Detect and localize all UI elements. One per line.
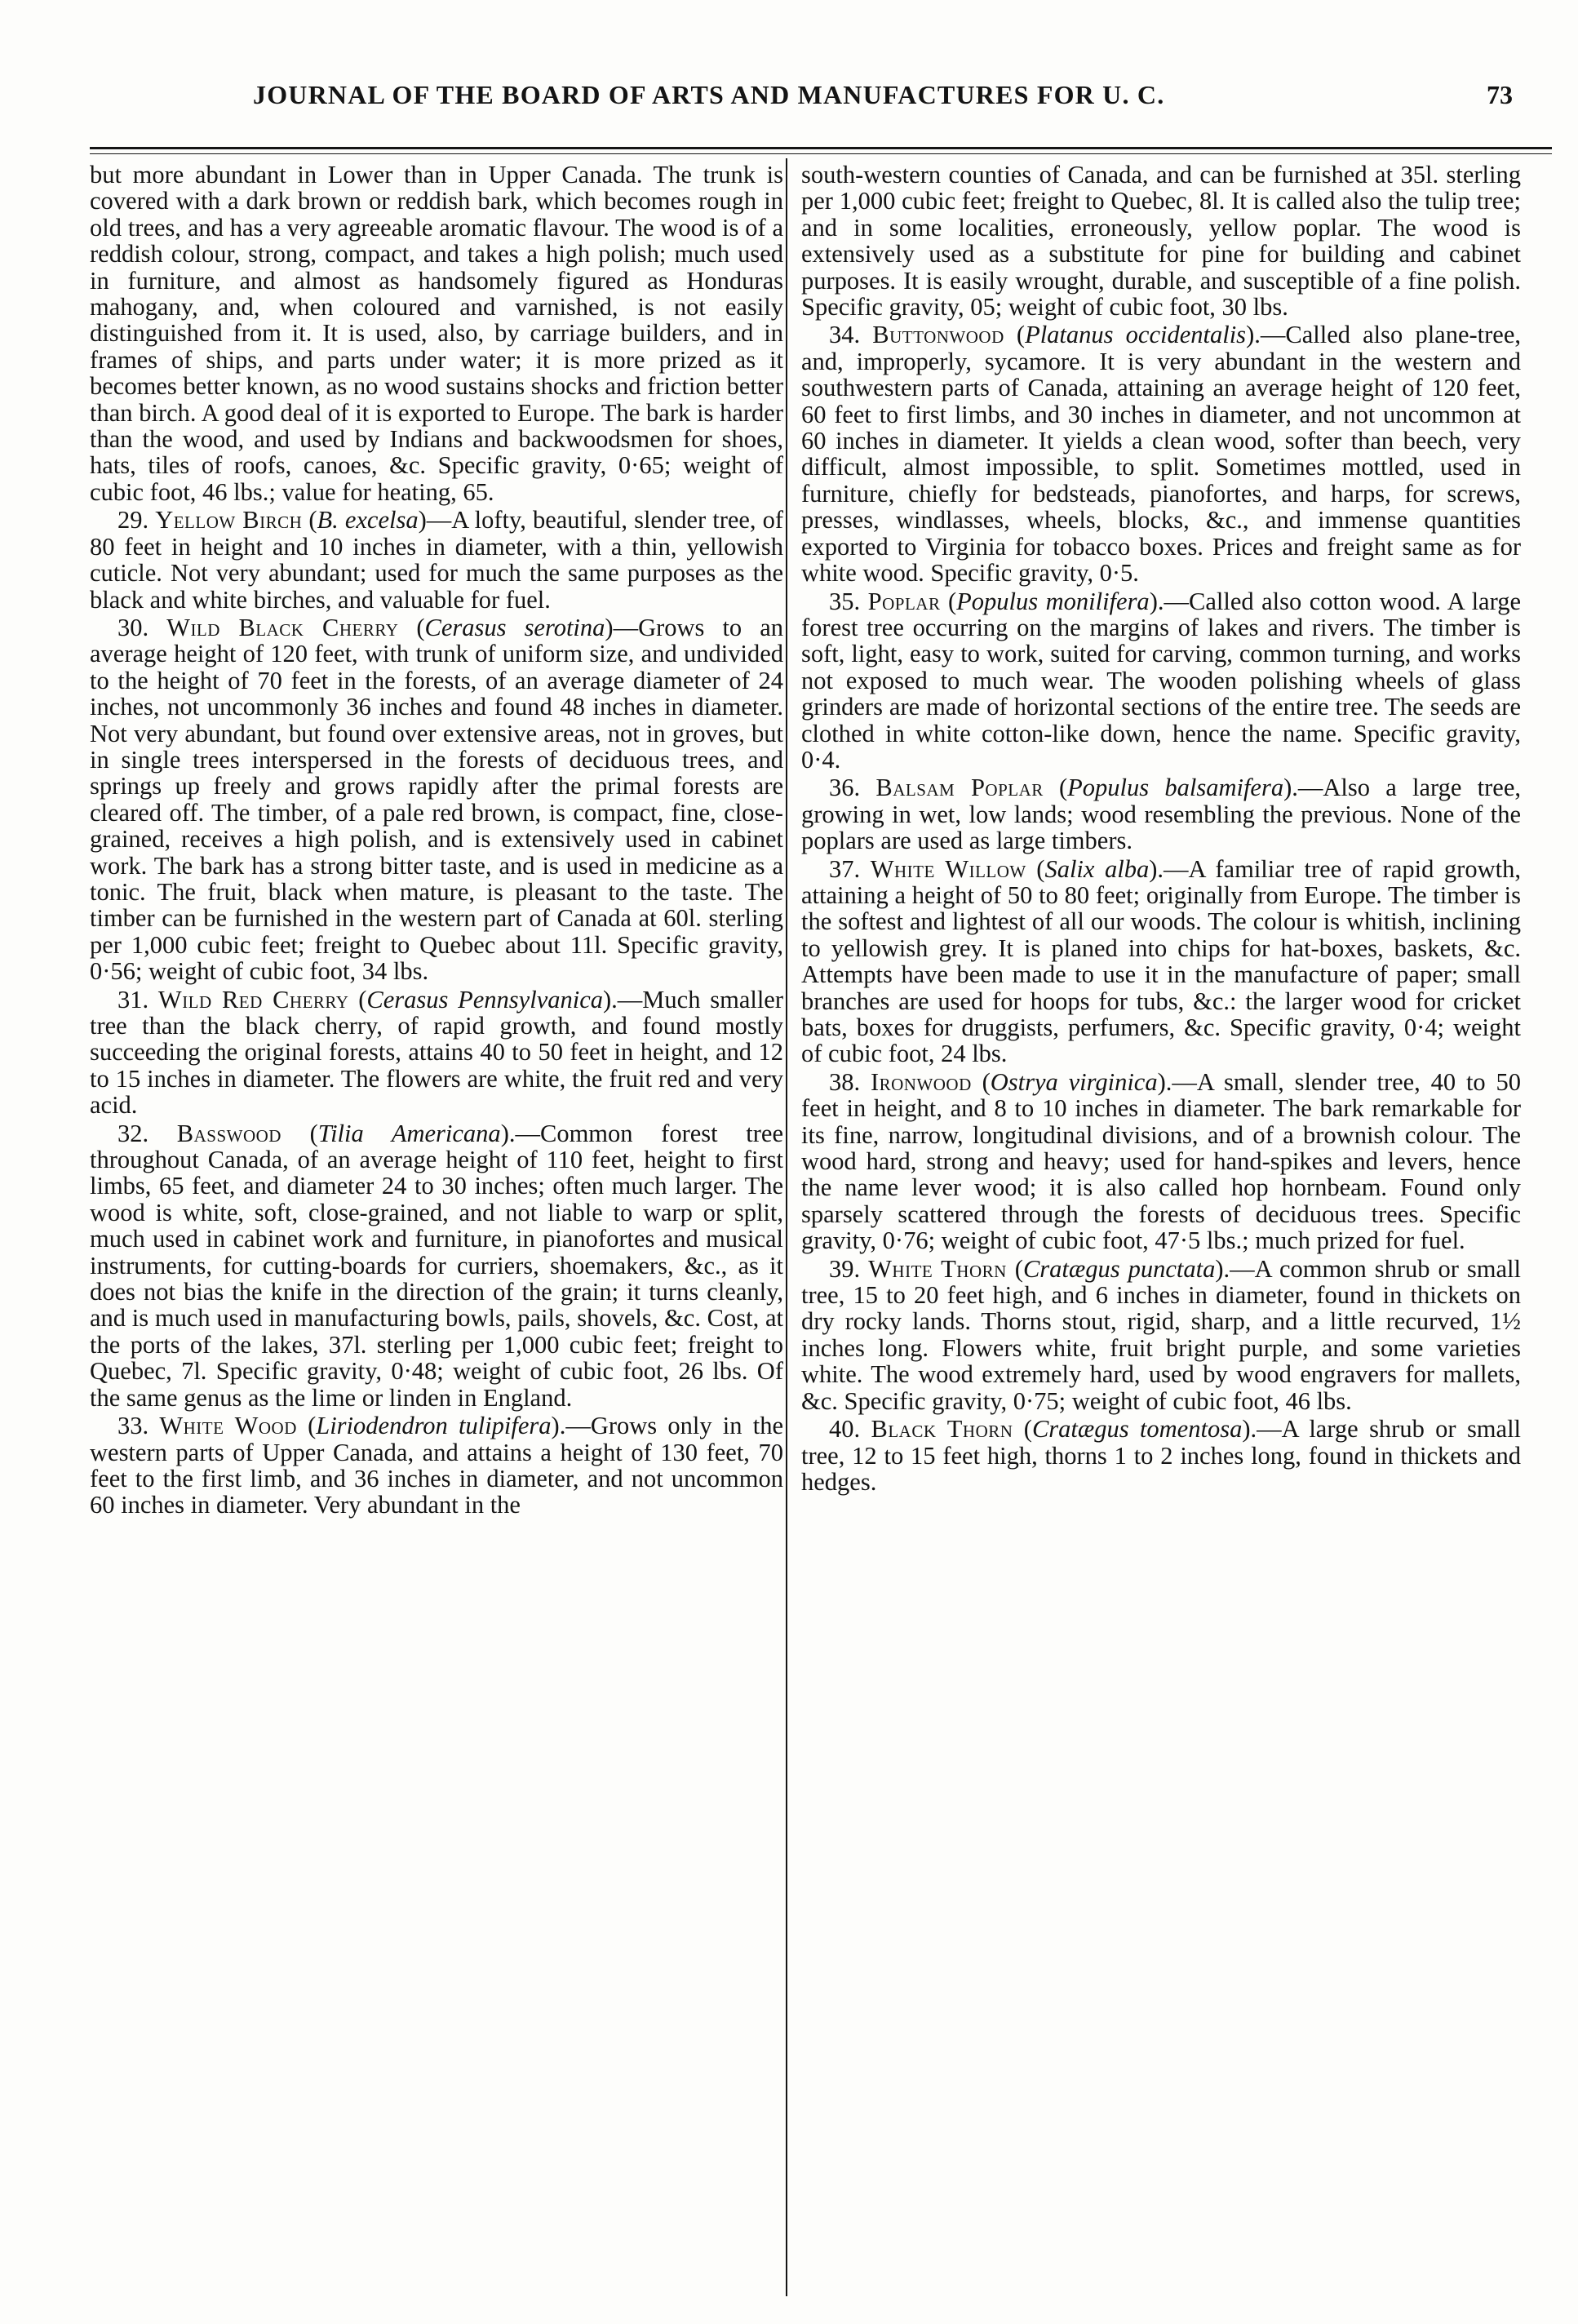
entry-latin-name: Liriodendron tulipifera bbox=[316, 1412, 552, 1440]
entry-wild-black-cherry: 30. Wild Black Cherry (Cerasus serotina)—Grows to an average height of 120 feet, with trunk of uniform size, and undivided to the height of 70 feet in the forests, of an average diameter of 24 inches, not uncommonly 36 inches and found 48 inches in diameter. Not very abundant, but found over extensive areas, not in groves, but in single trees interspersed in the forests of deciduous trees, and springs up freely and grows rapidly after the primal forests are cleared off. The timber, of a pale red brown, is compact, fine, close-grained, receives a high polish, and is extensively used in cabinet work. The bark has a strong bitter taste, and is used in medicine as a tonic. The fruit, black when mature, is pleasant to the taste. The timber can be furnished in the western part of Canada at 60l. sterling per 1,000 cubic feet; freight to Quebec about 11l. Specific gravity, 0·56; weight of cubic foot, 34 lbs. bbox=[90, 613, 783, 986]
entry-text: .—Common forest tree throughout Canada, of an average height of 110 feet, height to first limbs, 65 feet, and diameter 24 to 30 inches; often much larger. The wood is white, soft, close-grained, and not liable to warp or split, much used in cabinet work and furniture, in pianofortes and musical instruments, for cutting-boards for curriers, shoemakers, &c., as it does not bias the knife in the direction of the grain; it turns cleanly, and is much used in manufacturing bowls, pails, shovels, &c. Cost, at the ports of the lakes, 37l. sterling per 1,000 cubic feet; freight to Quebec, 7l. Specific gravity, 0·48; weight of cubic foot, 26 lbs. Of the same genus as the lime or linden in England. bbox=[90, 1119, 783, 1412]
entry-latin-name: Cratægus punctata bbox=[1022, 1254, 1216, 1283]
entry-name: Wild Black Cherry bbox=[166, 613, 399, 641]
entry-white-wood: 33. White Wood (Liriodendron tulipifera).—Grows only in the western parts of Upper Canada, and attains a height of 130 feet, 70 feet to the first limb, and 36 inches in diameter, and not uncommon 60 inches in diameter. Very abundant in the bbox=[90, 1412, 783, 1519]
entry-number: 33. bbox=[117, 1412, 149, 1440]
entry-text: .—Grows only in the western parts of Upper Canada, and attains a height of 130 feet, 70 feet to the first limb, and 36 inches in diameter, and not uncommon 60 inches in diameter. Very abundant in the bbox=[90, 1412, 783, 1519]
entry-number: 31. bbox=[117, 985, 149, 1013]
entry-latin-name: Platanus occidentalis bbox=[1025, 321, 1247, 349]
entry-ironwood: 38. Ironwood (Ostrya virginica).—A small, slender tree, 40 to 50 feet in height, and 8 to 10 inches in diameter. The bark remarkable for its fine, narrow, longitudinal divisions, and of a brownish colour. The wood hard, strong and heavy; used for hand-spikes and levers, hence the name lever wood; it is also called hop hornbeam. Found only sparsely scattered through the forests of deciduous trees. Specific gravity, 0·76; weight of cubic foot, 47·5 lbs.; much prized for fuel. bbox=[801, 1067, 1521, 1255]
entry-number: 36. bbox=[829, 774, 861, 802]
paragraph-text: south-western counties of Canada, and can be furnished at 35l. sterling per 1,000 cubic feet; freight to Quebec, 8l. It is called also the tulip tree; and in some localities, erroneously, yellow poplar. The wood is extensively used as a substitute for pine for building and cabinet purposes. It is easily wrought, durable, and susceptible of a fine polish. Specific gravity, 05; weight of cubic foot, 30 lbs. bbox=[801, 162, 1521, 322]
entry-latin-name: Ostrya virginica bbox=[990, 1067, 1158, 1096]
entry-name: Poplar bbox=[867, 587, 941, 615]
journal-title: JOURNAL OF THE BOARD OF ARTS AND MANUFACTURES FOR U. C. bbox=[253, 80, 1165, 109]
header-rule-thick bbox=[90, 147, 1552, 149]
entry-number: 37. bbox=[829, 854, 861, 883]
entry-text: .—A large shrub or small tree, 12 to 15 feet high, thorns 1 to 2 inches long, found in thickets and hedges. bbox=[801, 1415, 1521, 1496]
entry-white-willow: 37. White Willow (Salix alba).—A familiar tree of rapid growth, attaining a height of 50 to 80 feet; originally from Europe. The timber is the softest and lightest of all our woods. The colour is whitish, inclining to yellowish grey. It is planed into chips for hat-boxes, baskets, &c. Attempts have been made to use it in the manufacture of paper; small branches are used for hoops for tubs, &c.: the larger wood for cricket bats, boxes for druggists, perfumers, &c. Specific gravity, 0·4; weight of cubic foot, 24 lbs. bbox=[801, 854, 1521, 1068]
entry-text: —A lofty, beautiful, slender tree, of 80 feet in height and 10 inches in diameter, with a thin, yellowish cuticle. Not very abundant; used for much the same purposes as the black and white birches, and valuable for fuel. bbox=[90, 506, 783, 614]
entry-text: .—A common shrub or small tree, 15 to 20 feet high, and 6 inches in diameter, found in thickets on dry rocky lands. Thorns stout, rigid, sharp, and a little recurved, 1½ inches long. Flowers white, fruit bright purple, and some varieties white. The wood extremely hard, used by wood engravers for mallets, &c. Specific gravity, 0·75; weight of cubic foot, 46 lbs. bbox=[801, 1254, 1521, 1415]
paragraph-text: but more abundant in Lower than in Upper Canada. The trunk is covered with a dark brown or reddish bark, which becomes rough in old trees, and has a very agreeable aromatic flavour. The wood is of a reddish colour, strong, compact, and takes a high polish; much used in furniture, and almost as handsomely figured as Honduras mahogany, and, when coloured and varnished, is not easily distinguished from it. It is used, also, by carriage builders, and in frames of ships, and parts under water; it is more prized as it becomes better known, as no wood sustains shocks and friction better than birch. A good deal of it is exported to Europe. The bark is harder than the wood, and used by Indians and backwoodsmen for shoes, hats, tiles of roofs, canoes, &c. Specific gravity, 0·65; weight of cubic foot, 46 lbs.; value for heating, 65. bbox=[90, 162, 783, 506]
entry-latin-name: Cratægus tomentosa bbox=[1031, 1415, 1243, 1444]
entry-number: 30. bbox=[117, 613, 149, 641]
entry-name: Balsam Poplar bbox=[875, 774, 1044, 802]
entry-latin-name: Tilia Americana bbox=[317, 1119, 501, 1147]
entry-number: 35. bbox=[829, 587, 861, 615]
running-header bbox=[90, 67, 1545, 116]
entry-name: Yellow Birch bbox=[155, 506, 303, 534]
right-column bbox=[801, 162, 1521, 2291]
entry-text: —Grows to an average height of 120 feet, with trunk of uniform size, and undivided to the height of 70 feet in the forests, of an average diameter of 24 inches, not uncommonly 36 inches and found 48 inches in diameter. Not very abundant, but found over extensive areas, not in groves, but in single trees interspersed in the forests of deciduous trees, and springs up freely and grows rapidly after the primal forests are cleared off. The timber, of a pale red brown, is compact, fine, close-grained, receives a high polish, and is extensively used in cabinet work. The bark has a strong bitter taste, and is used in medicine as a tonic. The fruit, black when mature, is pleasant to the taste. The timber can be furnished in the western part of Canada at 60l. sterling per 1,000 cubic feet; freight to Quebec about 11l. Specific gravity, 0·56; weight of cubic foot, 34 lbs. bbox=[90, 613, 783, 986]
left-column bbox=[90, 162, 783, 2291]
column-divider bbox=[786, 158, 787, 2296]
entry-latin-name: Cerasus serotina bbox=[424, 613, 605, 641]
entry-number: 34. bbox=[829, 321, 861, 349]
entry-name: Wild Red Cherry bbox=[157, 985, 349, 1013]
entry-latin-name: B. excelsa bbox=[317, 506, 419, 534]
entry-name: Ironwood bbox=[870, 1067, 972, 1096]
entry-number: 38. bbox=[829, 1067, 861, 1096]
entry-name: White Wood bbox=[159, 1412, 297, 1440]
entry-name: White Willow bbox=[870, 854, 1026, 883]
entry-number: 39. bbox=[829, 1254, 861, 1283]
entry-text: .—Also a large tree, growing in wet, low lands; wood resembling the previous. None of the poplars are used as large timbers. bbox=[801, 774, 1521, 855]
entry-black-thorn: 40. Black Thorn (Cratægus tomentosa).—A large shrub or small tree, 12 to 15 feet high, thorns 1 to 2 inches long, found in thickets and hedges. bbox=[801, 1415, 1521, 1496]
page-number: 73 bbox=[1487, 80, 1513, 109]
entry-text: .—A small, slender tree, 40 to 50 feet in height, and 8 to 10 inches in diameter. The bark remarkable for its fine, narrow, longitudinal divisions, and of a brownish colour. The wood hard, strong and heavy; used for hand-spikes and levers, hence the name lever wood; it is also called hop hornbeam. Found only sparsely scattered through the forests of deciduous trees. Specific gravity, 0·76; weight of cubic foot, 47·5 lbs.; much prized for fuel. bbox=[801, 1067, 1521, 1255]
entry-text: .—Called also cotton wood. A large forest tree occurring on the margins of lakes and rivers. The timber is soft, light, easy to work, suited for carving, common turning, and works not exposed to much wear. The wooden polishing wheels of glass grinders are made of horizontal sections of the entire tree. The seeds are clothed in white cotton-like down, hence the name. Specific gravity, 0·4. bbox=[801, 587, 1521, 774]
entry-text: .—Much smaller tree than the black cherry, of rapid growth, and found mostly succeeding the original forests, attains 40 to 50 feet in height, and 12 to 15 inches in diameter. The flowers are white, the fruit red and very acid. bbox=[90, 985, 783, 1120]
entry-wild-red-cherry: 31. Wild Red Cherry (Cerasus Pennsylvanica).—Much smaller tree than the black cherry, of rapid growth, and found mostly succeeding the original forests, attains 40 to 50 feet in height, and 12 to 15 inches in diameter. The flowers are white, the fruit red and very acid. bbox=[90, 985, 783, 1120]
entry-balsam-poplar: 36. Balsam Poplar (Populus balsamifera).—Also a large tree, growing in wet, low lands; wood resembling the previous. None of the poplars are used as large timbers. bbox=[801, 774, 1521, 855]
entry-basswood: 32. Basswood (Tilia Americana).—Common forest tree throughout Canada, of an average height of 110 feet, height to first limbs, 65 feet, and diameter 24 to 30 inches; often much larger. The wood is white, soft, close-grained, and not liable to warp or split, much used in cabinet work and furniture, in pianofortes and musical instruments, for cutting-boards for curriers, shoemakers, &c., as it does not bias the knife in the direction of the grain; it turns cleanly, and is much used in manufacturing bowls, pails, shovels, &c. Cost, at the ports of the lakes, 37l. sterling per 1,000 cubic feet; freight to Quebec, 7l. Specific gravity, 0·48; weight of cubic foot, 26 lbs. Of the same genus as the lime or linden in England. bbox=[90, 1119, 783, 1412]
entry-name: White Thorn bbox=[868, 1254, 1007, 1283]
entry-latin-name: Salix alba bbox=[1044, 854, 1150, 883]
entry-number: 32. bbox=[117, 1119, 149, 1147]
entry-latin-name: Cerasus Pennsylvanica bbox=[366, 985, 603, 1013]
entry-number: 40. bbox=[829, 1415, 861, 1444]
entry-buttonwood: 34. Buttonwood (Platanus occidentalis).—Called also plane-tree, and, improperly, sycamore. It is very abundant in the western and southwestern parts of Canada, attaining an average height of 120 feet, 60 feet to first limbs, and 30 inches in diameter, and not uncommon at 60 inches in diameter. It yields a clean wood, softer than beech, very difficult, almost impossible, to split. Sometimes mottled, used in furniture, chiefly for bedsteads, pianofortes, and harps, for screws, presses, windlasses, wheels, blocks, &c., and immense quantities exported to Virginia for tobacco boxes. Prices and freight same as for white wood. Specific gravity, 0·5. bbox=[801, 321, 1521, 588]
entry-poplar: 35. Poplar (Populus monilifera).—Called also cotton wood. A large forest tree occurring on the margins of lakes and rivers. The timber is soft, light, easy to work, suited for carving, common turning, and works not exposed to much wear. The wooden polishing wheels of glass grinders are made of horizontal sections of the entire tree. The seeds are clothed in white cotton-like down, hence the name. Specific gravity, 0·4. bbox=[801, 587, 1521, 774]
entry-text: .—Called also plane-tree, and, improperly, sycamore. It is very abundant in the western and southwestern parts of Canada, attaining an average height of 120 feet, 60 feet to first limbs, and 30 inches in diameter, and not uncommon at 60 inches in diameter. It yields a clean wood, softer than beech, very difficult, almost impossible, to split. Sometimes mottled, used in furniture, chiefly for bedsteads, pianofortes, and harps, for screws, presses, windlasses, wheels, blocks, &c., and immense quantities exported to Virginia for tobacco boxes. Prices and freight same as for white wood. Specific gravity, 0·5. bbox=[801, 321, 1521, 588]
paragraph bbox=[801, 162, 1521, 320]
entry-latin-name: Populus monilifera bbox=[956, 587, 1150, 615]
entry-name: Basswood bbox=[176, 1119, 281, 1147]
entry-name: Buttonwood bbox=[872, 321, 1004, 349]
entry-white-thorn: 39. White Thorn (Cratægus punctata).—A common shrub or small tree, 15 to 20 feet high, and 6 inches in diameter, found in thickets on dry rocky lands. Thorns stout, rigid, sharp, and a little recurved, 1½ inches long. Flowers white, fruit bright purple, and some varieties white. The wood extremely hard, used by wood engravers for mallets, &c. Specific gravity, 0·75; weight of cubic foot, 46 lbs. bbox=[801, 1254, 1521, 1415]
entry-number: 29. bbox=[117, 506, 149, 534]
paragraph bbox=[90, 162, 783, 505]
header-rule-thin bbox=[90, 153, 1552, 154]
entry-name: Black Thorn bbox=[871, 1415, 1013, 1444]
entry-text: .—A familiar tree of rapid growth, attaining a height of 50 to 80 feet; originally from Europe. The timber is the softest and lightest of all our woods. The colour is whitish, inclining to yellowish grey. It is planed into chips for hat-boxes, baskets, &c. Attempts have been made to use it in the manufacture of paper; small branches are used for hoops for tubs, &c.: the larger wood for cricket bats, boxes for druggists, perfumers, &c. Specific gravity, 0·4; weight of cubic foot, 24 lbs. bbox=[801, 854, 1521, 1068]
entry-latin-name: Populus balsamifera bbox=[1067, 774, 1284, 802]
entry-yellow-birch: 29. Yellow Birch (B. excelsa)—A lofty, beautiful, slender tree, of 80 feet in height and 10 inches in diameter, with a thin, yellowish cuticle. Not very abundant; used for much the same purposes as the black and white birches, and valuable for fuel. bbox=[90, 506, 783, 614]
